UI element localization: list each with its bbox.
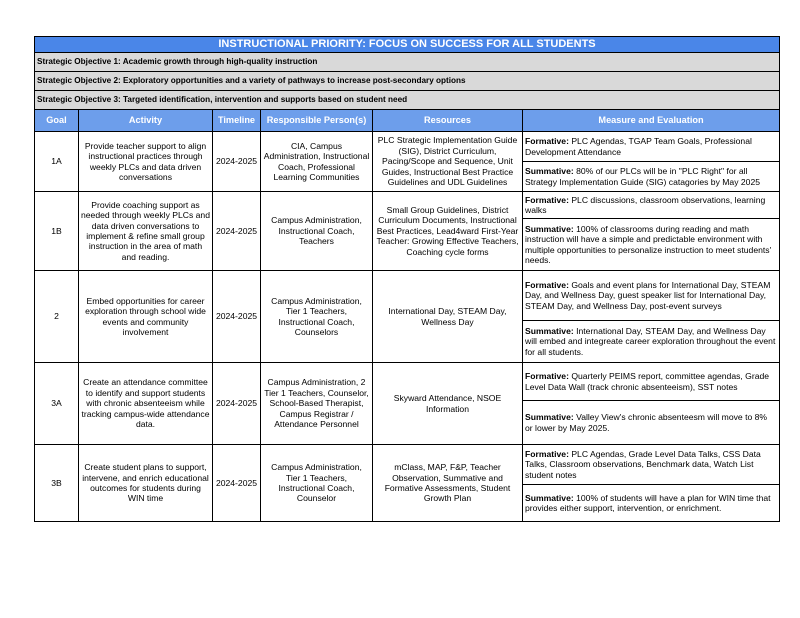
resources-cell: International Day, STEAM Day, Wellness Day — [373, 271, 523, 363]
table-row — [35, 445, 780, 485]
resources-cell: Small Group Guidelines, District Curriculum Documents, Instructional Best Practices, Lead4ward First-Year Teacher: Growing Effective Teachers, Coaching cycle forms — [373, 192, 523, 271]
formative-cell — [523, 192, 780, 219]
summative-cell — [523, 485, 780, 522]
responsible-cell: Campus Administration, Tier 1 Teachers, Instructional Coach, Counselor — [261, 445, 373, 522]
formative-label: Formative: — [525, 279, 569, 290]
summative-text: 100% of classrooms during reading and math instruction will have a simple and predictable environment with multiple opportunities to personalize instruction to meet students' needs. — [525, 223, 772, 265]
objective-1: Strategic Objective 1: Academic growth through high-quality instruction — [35, 53, 780, 72]
formative-cell — [523, 445, 780, 485]
timeline-cell: 2024-2025 — [213, 271, 261, 363]
goal-cell: 3A — [35, 363, 79, 445]
table-row — [35, 192, 780, 219]
goal-cell: 1A — [35, 132, 79, 192]
summative-text: 80% of our PLCs will be in "PLC Right" for all Strategy Implementation Guide (SIG) catagories by May 2025 — [525, 166, 761, 187]
summative-label: Summative: — [525, 412, 574, 423]
table-row — [35, 132, 780, 162]
activity-cell: Embed opportunities for career exploration through school wide events and community involvement — [79, 271, 213, 363]
formative-text: PLC discussions, classroom observations, learning walks — [525, 194, 766, 215]
summative-text: 100% of students will have a plan for WIN time that provides either support, intervention, or enrichment. — [525, 492, 771, 513]
priority-table — [34, 36, 780, 522]
responsible-cell: Campus Administration, Instructional Coach, Teachers — [261, 192, 373, 271]
summative-label: Summative: — [525, 325, 574, 336]
formative-text: PLC Agendas, Grade Level Data Talks, CSS Data Talks, Classroom observations, Benchmark data, Watch List student notes — [525, 448, 761, 480]
goal-cell: 1B — [35, 192, 79, 271]
goal-cell: 2 — [35, 271, 79, 363]
summative-cell — [523, 321, 780, 363]
header-activity: Activity — [79, 110, 213, 132]
objective-2: Strategic Objective 2: Exploratory opportunities and a variety of pathways to increase post-secondary options — [35, 72, 780, 91]
resources-cell: PLC Strategic Implementation Guide (SIG), District Curriculum, Pacing/Scope and Sequence, Unit Guides, Instructional Best Practice Guidelines and UDL Guidelines — [373, 132, 523, 192]
formative-text: PLC Agendas, TGAP Team Goals, Professional Development Attendance — [525, 136, 752, 157]
summative-cell — [523, 401, 780, 445]
formative-label: Formative: — [525, 371, 569, 382]
responsible-cell: Campus Administration, Tier 1 Teachers, Instructional Coach, Counselors — [261, 271, 373, 363]
formative-label: Formative: — [525, 136, 569, 147]
formative-text: Quarterly PEIMS report, committee agendas, Grade Level Data Wall (track chronic absenteeism), SST notes — [525, 371, 770, 392]
header-measure: Measure and Evaluation — [523, 110, 780, 132]
formative-text: Goals and event plans for International Day, STEAM Day, and Wellness Day, guest speaker list for International Day, STEAM Day, and Wellness Day, post-event surveys — [525, 279, 771, 311]
activity-cell: Create an attendance committee to identify and support students with chronic absenteeism while tracking campus-wide attendance data. — [79, 363, 213, 445]
header-goal: Goal — [35, 110, 79, 132]
header-timeline: Timeline — [213, 110, 261, 132]
summative-label: Summative: — [525, 223, 574, 234]
page-title: INSTRUCTIONAL PRIORITY: FOCUS ON SUCCESS FOR ALL STUDENTS — [35, 37, 780, 53]
activity-cell: Provide coaching support as needed through weekly PLCs and data driven conversations to implement & refine small group instruction in the area of math and reading. — [79, 192, 213, 271]
resources-cell: Skyward Attendance, NSOE Information — [373, 363, 523, 445]
responsible-cell: CIA, Campus Administration, Instructional Coach, Professional Learning Communities — [261, 132, 373, 192]
activity-cell: Create student plans to support, intervene, and enrich educational outcomes for students during WIN time — [79, 445, 213, 522]
summative-text: International Day, STEAM Day, and Wellness Day will embed and integreate career exploration throughout the event for all students. — [525, 325, 776, 357]
summative-cell — [523, 162, 780, 192]
activity-cell: Provide teacher support to align instructional practices through weekly PLCs and data driven conversations — [79, 132, 213, 192]
table-row — [35, 271, 780, 321]
formative-cell — [523, 363, 780, 401]
formative-cell — [523, 132, 780, 162]
resources-cell: mClass, MAP, F&P, Teacher Observation, Summative and Formative Assessments, Student Growth Plan — [373, 445, 523, 522]
timeline-cell: 2024-2025 — [213, 132, 261, 192]
header-responsible: Responsible Person(s) — [261, 110, 373, 132]
summative-cell — [523, 219, 780, 271]
table-row — [35, 363, 780, 401]
summative-label: Summative: — [525, 492, 574, 503]
summative-text: Valley View's chronic absenteesm will move to 8% or lower by May 2025. — [525, 412, 768, 433]
formative-cell — [523, 271, 780, 321]
plan-sheet — [34, 36, 779, 522]
goal-cell: 3B — [35, 445, 79, 522]
objective-3: Strategic Objective 3: Targeted identification, intervention and supports based on student need — [35, 91, 780, 110]
summative-label: Summative: — [525, 166, 574, 177]
responsible-cell: Campus Administration, 2 Tier 1 Teachers, Counselor, School-Based Therapist, Campus Registrar / Attendance Personnel — [261, 363, 373, 445]
header-resources: Resources — [373, 110, 523, 132]
formative-label: Formative: — [525, 194, 569, 205]
timeline-cell: 2024-2025 — [213, 445, 261, 522]
timeline-cell: 2024-2025 — [213, 363, 261, 445]
formative-label: Formative: — [525, 448, 569, 459]
timeline-cell: 2024-2025 — [213, 192, 261, 271]
